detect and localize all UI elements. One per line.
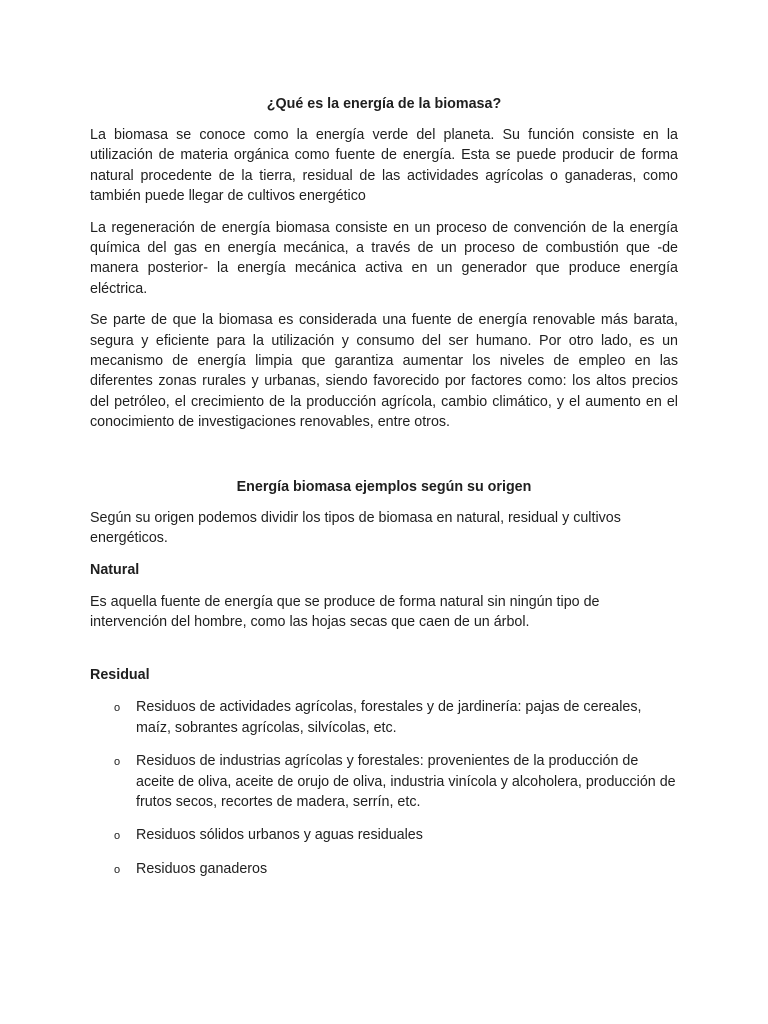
list-item <box>114 751 678 812</box>
list-item <box>114 697 678 738</box>
bullet-icon: o <box>114 830 121 843</box>
list-item-text: Residuos sólidos urbanos y aguas residuales <box>136 827 423 844</box>
subheading-residual: Residual <box>90 667 150 684</box>
bullet-icon: o <box>114 702 121 715</box>
list-item-text: Residuos ganaderos <box>136 860 268 877</box>
list-item-text: Residuos de actividades agrícolas, forestales y de jardinería: pajas de cereales, maíz, sobrantes agrícolas, silvícolas, etc. <box>136 699 642 736</box>
bullet-icon: o <box>114 756 121 769</box>
natural-paragraph: Es aquella fuente de energía que se produce de forma natural sin ningún tipo de intervención del hombre, como las hojas secas que caen de un árbol. <box>90 593 600 630</box>
intro-paragraph-2: La regeneración de energía biomasa consiste en un proceso de convención de la energía química del gas en energía mecánica, a través de un proceso de combustión que -de manera posterior- la energía mecánica activa en un generador que produce energía eléctrica. <box>90 219 678 297</box>
page-title: ¿Qué es la energía de la biomasa? <box>266 96 502 112</box>
list-item <box>114 859 678 879</box>
intro-paragraph-1: La biomasa se conoce como la energía verde del planeta. Su función consiste en la utilización de materia orgánica como fuente de energía. Esta se puede producir de forma natural procedente de la tierra, residual de las actividades agrícolas o ganaderas, como también puede llegar de cultivos energético <box>90 127 678 205</box>
residual-list <box>90 697 678 879</box>
intro-paragraph-3: Se parte de que la biomasa es considerada una fuente de energía renovable más barata, segura y eficiente para la utilización y consumo del ser humano. Por otro lado, es un mecanismo de energía limpia que garantiza aumentar los niveles de empleo en las diferentes zonas rurales y urbanas, siendo favorecido por factores como: los altos precios del petróleo, el crecimiento de la producción agrícola, cambio climático, y el aumento en el conocimiento de investigaciones renovables, entre otros. <box>90 312 678 431</box>
bullet-icon: o <box>114 863 121 876</box>
list-item <box>114 825 678 845</box>
section-title-origin: Energía biomasa ejemplos según su origen <box>236 478 532 495</box>
list-item-text: Residuos de industrias agrícolas y forestales: provenientes de la producción de aceite de oliva, aceite de orujo de oliva, industria vinícola y alcoholera, producción de frutos secos, recortes de madera, serrín, etc. <box>136 753 676 810</box>
section-intro-paragraph: Según su origen podemos dividir los tipos de biomasa en natural, residual y cultivos energéticos. <box>90 509 621 547</box>
subheading-natural: Natural <box>90 561 140 578</box>
